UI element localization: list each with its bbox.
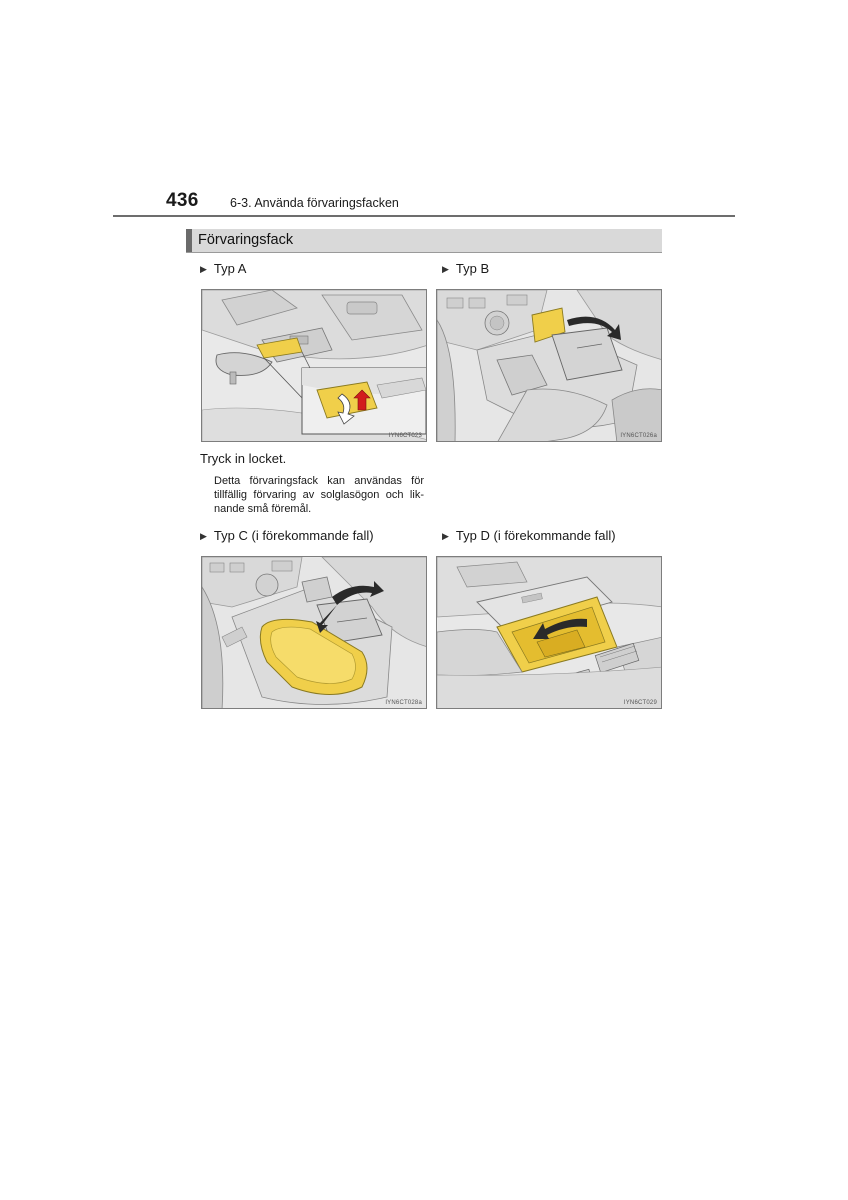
caption-type-d: ▶ Typ D (i förekommande fall) [442,528,616,543]
illustration-dashboard-box [437,557,662,709]
caption-type-c: ▶ Typ C (i förekommande fall) [200,528,374,543]
illustration-overhead-console [202,290,427,442]
chapter-title: 6-3. Använda förvaringsfacken [230,196,399,210]
illustration-console-box [202,557,427,709]
figure-type-d [436,556,662,709]
figure-type-b [436,289,662,442]
illustration-console-tray [437,290,662,442]
figure-code: IYN6CT029 [623,700,657,706]
figure-code: IYN6CT023 [388,433,422,439]
figure-type-a [201,289,427,442]
page-number: 436 [166,190,199,211]
triangle-bullet-icon: ▶ [200,264,207,274]
caption-type-a: ▶ Typ A [200,261,247,276]
triangle-bullet-icon: ▶ [442,264,449,274]
caption-type-b: ▶ Typ B [442,261,490,276]
section-heading-bar [186,229,662,253]
triangle-bullet-icon: ▶ [442,531,449,541]
figure-code: IYN6CT028a [385,700,422,706]
header-rule [113,215,735,217]
note-paragraph: Detta förvaringsfack kan användas för tillfällig förvaring av solglasögon och lik- nande små föremål. [214,475,424,515]
figure-type-c [201,556,427,709]
section-title: Förvaringsfack [198,232,294,248]
section-accent [186,229,192,252]
figure-code: IYN6CT026a [620,433,657,439]
triangle-bullet-icon: ▶ [200,531,207,541]
instruction-text: Tryck in locket. [200,451,287,466]
